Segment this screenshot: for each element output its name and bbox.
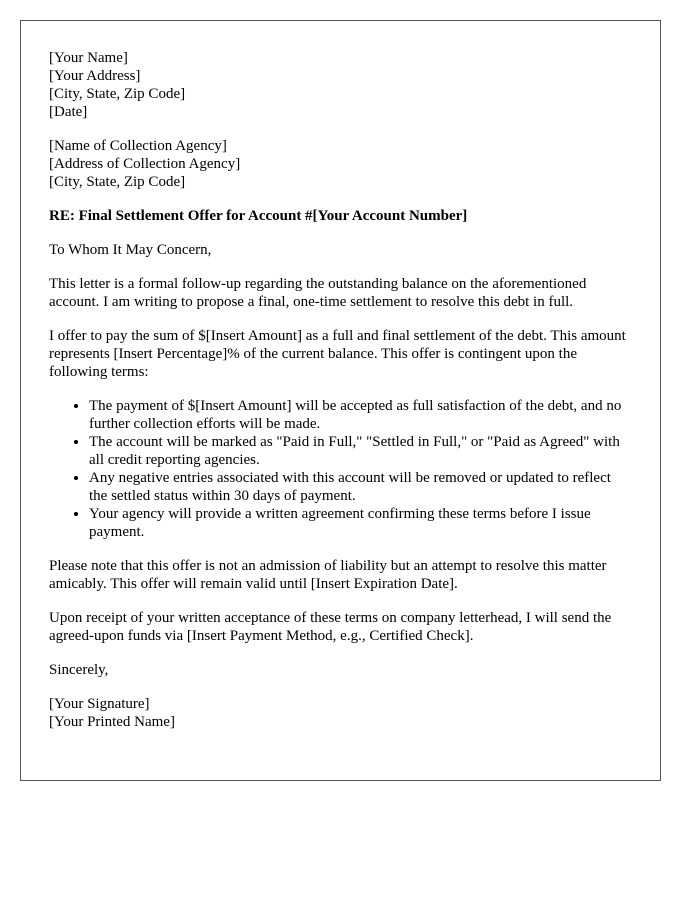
signature-block <box>49 695 632 731</box>
recipient-name: [Name of Collection Agency] <box>49 138 227 154</box>
recipient-block <box>49 137 632 191</box>
term-item: • Any negative entries associated with this account will be removed or updated to reflect the settled status within 30 days of payment. <box>89 469 632 505</box>
salutation: To Whom It May Concern, <box>49 242 212 258</box>
payment-paragraph: Upon receipt of your written acceptance of these terms on company letterhead, I will send the agreed-upon funds via [Insert Payment Method, e.g., Certified Check]. <box>49 610 612 644</box>
term-item: • The account will be marked as "Paid in Full," "Settled in Full," or "Paid as Agreed" with all credit reporting agencies. <box>89 433 632 469</box>
intro-paragraph: This letter is a formal follow-up regarding the outstanding balance on the aforementioned account. I am writing to propose a final, one-time settlement to resolve this debt in full. <box>49 276 587 310</box>
sender-address: [Your Address] <box>49 68 141 84</box>
term-item: • The payment of $[Insert Amount] will be accepted as full satisfaction of the debt, and no further collection efforts will be made. <box>89 397 632 433</box>
closing: Sincerely, <box>49 662 109 678</box>
printed-name: [Your Printed Name] <box>49 714 175 730</box>
subject-line: RE: Final Settlement Offer for Account #[Your Account Number] <box>49 208 468 224</box>
sender-name: [Your Name] <box>49 50 128 66</box>
offer-paragraph: I offer to pay the sum of $[Insert Amount] as a full and final settlement of the debt. This amount represents [Insert Percentage]% of the current balance. This offer is contingent upon the following terms: <box>49 328 626 380</box>
recipient-address: [Address of Collection Agency] <box>49 156 241 172</box>
recipient-city: [City, State, Zip Code] <box>49 174 186 190</box>
letter-page <box>20 20 661 781</box>
terms-list <box>49 397 632 541</box>
term-item: • Your agency will provide a written agreement confirming these terms before I issue payment. <box>89 505 632 541</box>
signature: [Your Signature] <box>49 696 150 712</box>
liability-paragraph: Please note that this offer is not an admission of liability but an attempt to resolve this matter amicably. This offer will remain valid until [Insert Expiration Date]. <box>49 558 607 592</box>
letter-date: [Date] <box>49 104 88 120</box>
sender-block <box>49 49 632 121</box>
sender-city: [City, State, Zip Code] <box>49 86 186 102</box>
